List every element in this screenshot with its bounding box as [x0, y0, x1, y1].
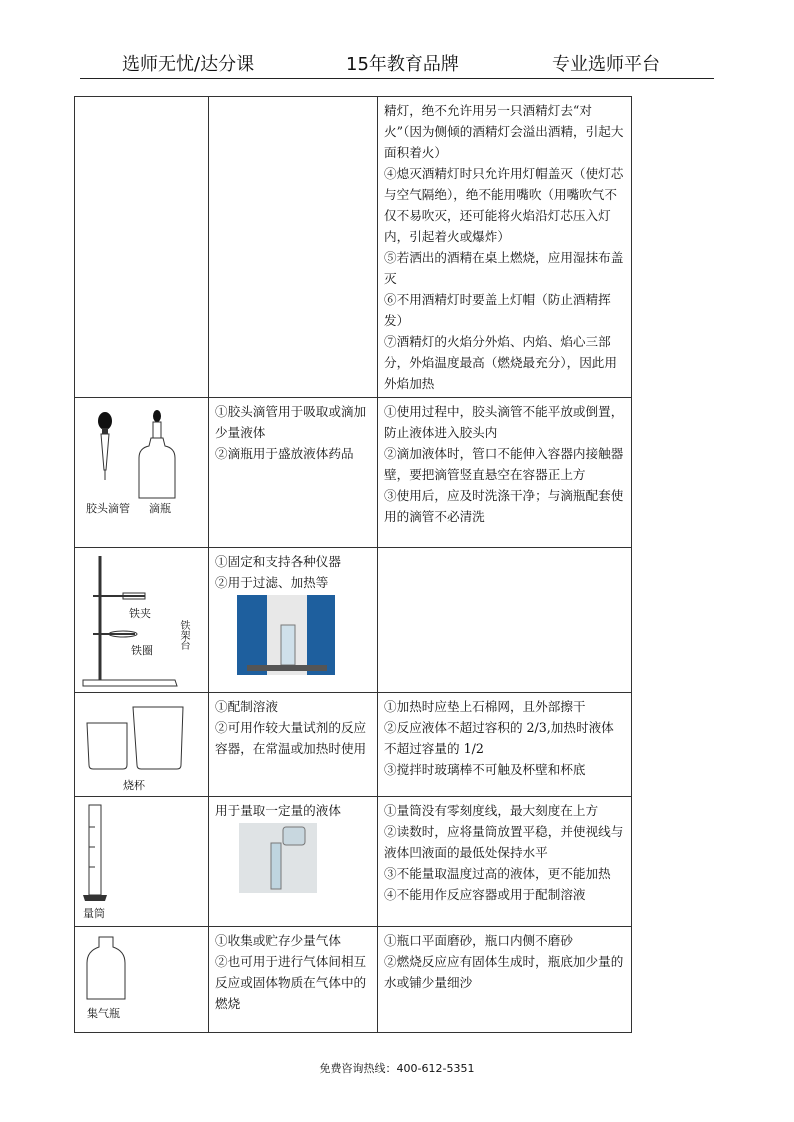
- stand-label: 铁架台: [178, 620, 189, 650]
- use-cell: [209, 97, 378, 398]
- use-cell: [209, 797, 378, 927]
- footer-hotline: 免费咨询热线：400-612-5351: [319, 1062, 475, 1075]
- dropper-bottle-label: 滴瓶: [149, 502, 171, 515]
- notes-cell: [378, 548, 632, 693]
- beaker-image-cell: [75, 693, 209, 797]
- cylinder-label: 量筒: [83, 907, 105, 920]
- iron-stand-image-cell: [75, 548, 209, 693]
- clamp-label: 铁夹: [129, 607, 151, 620]
- measuring-photo: [239, 823, 317, 893]
- apparatus-image-cell: [75, 97, 209, 398]
- header-left: 选师无忧/达分课: [122, 54, 255, 75]
- dropper-label: 胶头滴管: [86, 502, 130, 515]
- dropper-image-cell: [75, 398, 209, 548]
- ring-label: 铁圈: [131, 644, 153, 657]
- table-row: [75, 693, 632, 797]
- filtering-photo: [237, 595, 335, 675]
- dropper-drawing: [75, 398, 209, 548]
- gas-bottle-image-cell: [75, 927, 209, 1033]
- notes-cell: ①加热时应垫上石棉网，且外部擦干 ②反应液体不超过容积的 2/3,加热时液体不超过容量的 1/2 ③搅拌时玻璃棒不可触及杯壁和杯底: [378, 693, 632, 797]
- use-text: ①固定和支持各种仪器 ②用于过滤、加热等: [215, 554, 341, 590]
- notes-cell: ①瓶口平面磨砂，瓶口内侧不磨砂 ②燃烧反应应有固体生成时，瓶底加少量的水或铺少量细沙: [378, 927, 632, 1033]
- table-row: [75, 548, 632, 693]
- gas-bottle-label: 集气瓶: [87, 1007, 120, 1020]
- header-right: 专业选师平台: [552, 54, 660, 75]
- notes-cell: 精灯，绝不允许用另一只酒精灯去“对火”（因为侧倾的酒精灯会溢出酒精，引起大面积着火） ④熄灭酒精灯时只允许用灯帽盖灭（使灯芯与空气隔绝），绝不能用嘴吹（用嘴吹气不仅不易吹灭，还可能将火焰沿灯芯压入灯内，引起着火或爆炸） ⑤若洒出的酒精在桌上燃烧，应用湿抹布盖灭 ⑥不用酒精灯时要盖上灯帽（防止酒精挥发） ⑦酒精灯的火焰分外焰、内焰、焰心三部分，外焰温度最高（燃烧最充分），因此用外焰加热: [378, 97, 632, 398]
- notes-cell: ①量筒没有零刻度线，最大刻度在上方 ②读数时，应将量筒放置平稳，并使视线与液体凹液面的最低处保持水平 ③不能量取温度过高的液体，更不能加热 ④不能用作反应容器或用于配制溶液: [378, 797, 632, 927]
- use-cell: ①收集或贮存少量气体 ②也可用于进行气体间相互反应或固体物质在气体中的燃烧: [209, 927, 378, 1033]
- apparatus-table: [74, 96, 632, 1033]
- cylinder-image-cell: [75, 797, 209, 927]
- beaker-label: 烧杯: [123, 779, 145, 792]
- table-row: [75, 97, 632, 398]
- use-cell: ①胶头滴管用于吸取或滴加少量液体 ②滴瓶用于盛放液体药品: [209, 398, 378, 548]
- table-row: [75, 398, 632, 548]
- use-cell: ①配制溶液 ②可用作较大量试剂的反应容器，在常温或加热时使用: [209, 693, 378, 797]
- header-center: 15年教育品牌: [346, 54, 459, 75]
- use-text: 用于量取一定量的液体: [215, 803, 341, 818]
- notes-cell: ①使用过程中，胶头滴管不能平放或倒置，防止液体进入胶头内 ②滴加液体时，管口不能伸入容器内接触器壁，要把滴管竖直悬空在容器正上方 ③使用后，应及时洗涤干净；与滴瓶配套使用的滴管不必清洗: [378, 398, 632, 548]
- page-header: [80, 44, 714, 79]
- use-cell: [209, 548, 378, 693]
- table-row: [75, 797, 632, 927]
- table-row: [75, 927, 632, 1033]
